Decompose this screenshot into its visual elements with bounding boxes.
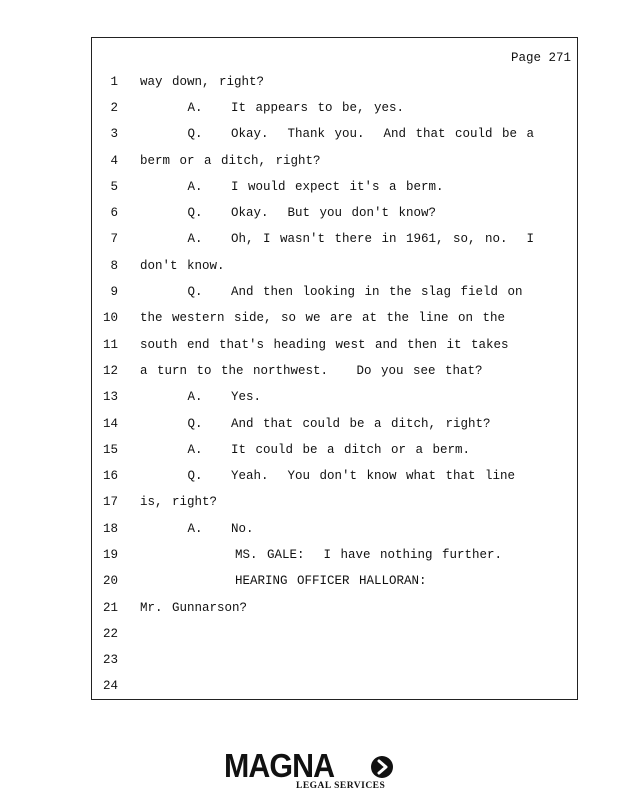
line-number: 15 <box>102 443 118 457</box>
line-text: Mr. Gunnarson? <box>140 601 248 615</box>
line-text: way down, right? <box>140 75 265 89</box>
line-text: south end that's heading west and then it takes <box>140 338 509 352</box>
line-text: don't know. <box>140 259 225 273</box>
line-number: 11 <box>102 338 118 352</box>
line-text: Q. And then looking in the slag field on <box>140 285 523 299</box>
line-text: Q. Yeah. You don't know what that line <box>140 469 516 483</box>
line-number: 23 <box>102 653 118 667</box>
line-text: Q. Okay. But you don't know? <box>140 206 437 220</box>
line-text: A. It appears to be, yes. <box>140 101 405 115</box>
transcript-page <box>91 37 578 700</box>
line-text: MS. GALE: I have nothing further. <box>140 548 503 562</box>
line-number: 3 <box>110 127 118 141</box>
line-number: 7 <box>110 232 118 246</box>
line-number: 24 <box>102 679 118 693</box>
line-number: 17 <box>102 495 118 509</box>
line-number: 5 <box>110 180 118 194</box>
line-number: 13 <box>102 390 118 404</box>
line-text: is, right? <box>140 495 218 509</box>
line-number: 19 <box>102 548 118 562</box>
line-number: 22 <box>102 627 118 641</box>
line-text: A. I would expect it's a berm. <box>140 180 444 194</box>
line-number: 18 <box>102 522 118 536</box>
line-text: berm or a ditch, right? <box>140 154 321 168</box>
line-number: 4 <box>110 154 118 168</box>
arrow-circle-icon <box>370 755 394 779</box>
line-number: 6 <box>110 206 118 220</box>
logo-tagline: LEGAL SERVICES <box>296 781 386 791</box>
line-number: 9 <box>110 285 118 299</box>
logo-brand-text: MAGNA <box>224 747 335 784</box>
page-number: Page 271 <box>510 51 571 65</box>
line-number: 2 <box>110 101 118 115</box>
line-number: 1 <box>110 75 118 89</box>
line-text: HEARING OFFICER HALLORAN: <box>140 574 427 588</box>
line-text: A. It could be a ditch or a berm. <box>140 443 471 457</box>
line-number: 10 <box>102 311 118 325</box>
line-text: A. Oh, I wasn't there in 1961, so, no. I <box>140 232 535 246</box>
line-text: a turn to the northwest. Do you see that? <box>140 364 483 378</box>
line-number: 8 <box>110 259 118 273</box>
line-text: A. Yes. <box>140 390 262 404</box>
line-number: 16 <box>102 469 118 483</box>
magna-logo <box>224 748 396 792</box>
line-text: the western side, so we are at the line on the <box>140 311 506 325</box>
line-text: Q. Okay. Thank you. And that could be a <box>140 127 535 141</box>
line-text: A. No. <box>140 522 254 536</box>
line-number: 21 <box>102 601 118 615</box>
line-number: 12 <box>102 364 118 378</box>
line-number: 20 <box>102 574 118 588</box>
line-number: 14 <box>102 417 118 431</box>
line-text: Q. And that could be a ditch, right? <box>140 417 491 431</box>
